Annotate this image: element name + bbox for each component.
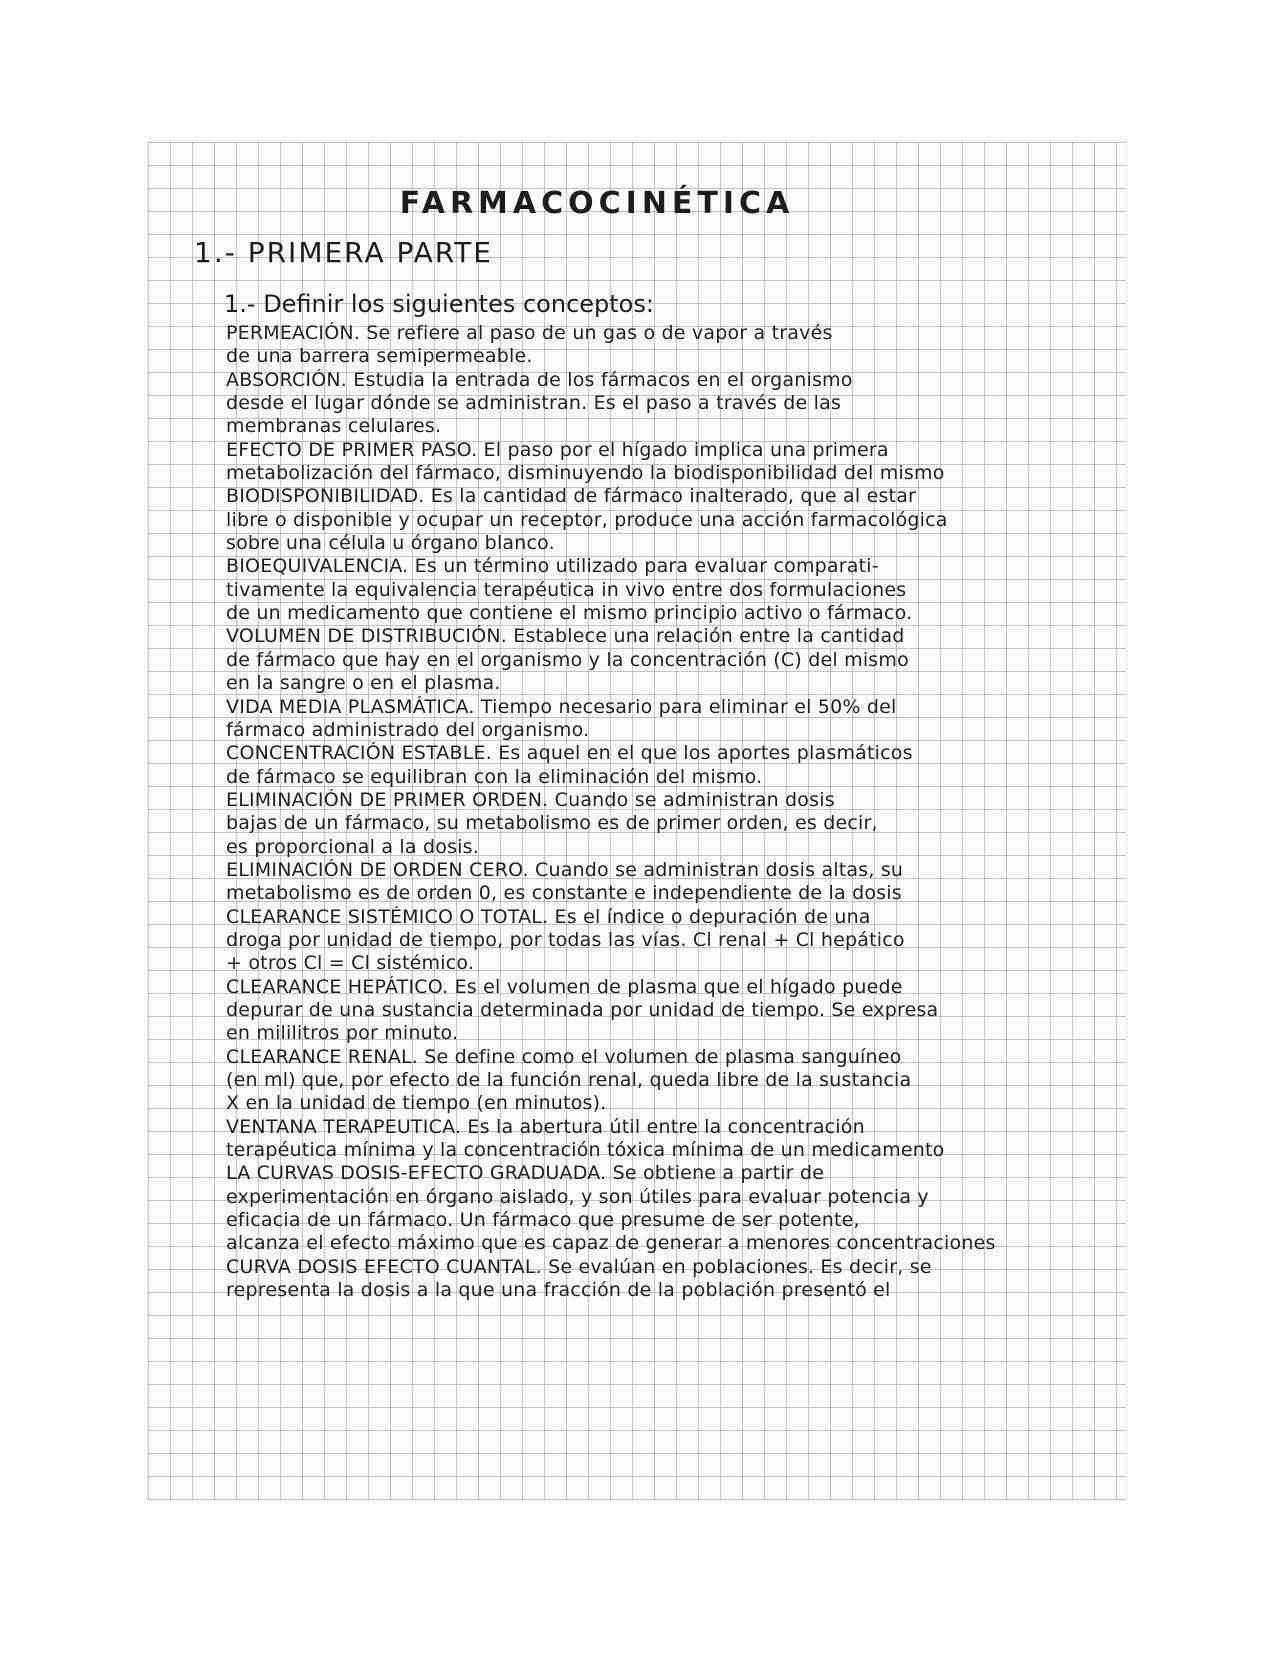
note-line: es proporcional a la dosis.	[226, 835, 479, 858]
notebook-page	[148, 142, 1126, 1500]
note-line: CURVA DOSIS EFECTO CUANTAL. Se evalúan en poblaciones. Es decir, se	[226, 1255, 932, 1278]
note-line: sobre una célula u órgano blanco.	[226, 532, 555, 555]
note-line: membranas celulares.	[226, 415, 442, 438]
note-line: droga por unidad de tiempo, por todas las vías. Cl renal + Cl hepático	[226, 928, 905, 951]
page-title: FARMACOCINÉTICA	[399, 186, 795, 221]
note-line: desde el lugar dónde se administran. Es el paso a través de las	[226, 392, 842, 415]
note-line: ELIMINACIÓN DE ORDEN CERO. Cuando se administran dosis altas, su	[226, 858, 904, 881]
note-line: terapéutica mínima y la concentración tóxica mínima de un medicamento	[226, 1139, 945, 1162]
note-line: CONCENTRACIÓN ESTABLE. Es aquel en el que los aportes plasmáticos	[226, 742, 913, 765]
note-line: EFECTO DE PRIMER PASO. El paso por el hígado implica una primera	[226, 438, 889, 461]
note-line: CLEARANCE RENAL. Se define como el volumen de plasma sanguíneo	[226, 1045, 902, 1068]
note-line: de un medicamento que contiene el mismo principio activo o fármaco.	[226, 602, 913, 625]
note-line: libre o disponible y ocupar un receptor, produce una acción farmacológica	[226, 508, 948, 531]
note-line: depurar de una sustancia determinada por unidad de tiempo. Se expresa	[226, 998, 939, 1021]
note-line: tivamente la equivalencia terapéutica in vivo entre dos formulaciones	[226, 578, 907, 601]
note-line: VIDA MEDIA PLASMÁTICA. Tiempo necesario para eliminar el 50% del	[226, 695, 897, 718]
concept-definitions	[226, 322, 1106, 1302]
note-line: de una barrera semipermeable.	[226, 345, 533, 368]
note-line: BIOEQUIVALENCIA. Es un término utilizado para evaluar comparati-	[226, 555, 879, 578]
note-line: experimentación en órgano aislado, y son útiles para evaluar potencia y	[226, 1185, 929, 1208]
note-line: PERMEACIÓN. Se refiere al paso de un gas o de vapor a través	[226, 322, 833, 344]
note-line: de fármaco que hay en el organismo y la concentración (C) del mismo	[226, 648, 909, 671]
note-line: CLEARANCE HEPÁTICO. Es el volumen de plasma que el hígado puede	[226, 975, 903, 998]
note-line: ABSORCIÓN. Estudia la entrada de los fármacos en el organismo	[226, 368, 853, 391]
note-line: ELIMINACIÓN DE PRIMER ORDEN. Cuando se administran dosis	[226, 788, 835, 811]
note-line: en mililitros por minuto.	[226, 1022, 459, 1045]
instruction-heading: 1.- Definir los siguientes conceptos:	[224, 290, 654, 318]
note-line: en la sangre o en el plasma.	[226, 672, 501, 695]
note-line: LA CURVAS DOSIS-EFECTO GRADUADA. Se obtiene a partir de	[226, 1162, 825, 1185]
note-line: alcanza el efecto máximo que es capaz de generar a menores concentraciones	[226, 1232, 996, 1255]
section-heading: 1.- PRIMERA PARTE	[194, 236, 494, 269]
note-line: eficacia de un fármaco. Un fármaco que presume de ser potente,	[226, 1209, 860, 1232]
note-line: BIODISPONIBILIDAD. Es la cantidad de fármaco inalterado, que al estar	[226, 485, 917, 508]
note-line: (en ml) que, por efecto de la función renal, queda libre de la sustancia	[226, 1069, 912, 1091]
note-line: + otros Cl = Cl sistémico.	[226, 952, 475, 975]
note-line: metabolismo es de orden 0, es constante e independiente de la dosis	[226, 882, 902, 905]
note-line: de fármaco se equilibran con la eliminación del mismo.	[226, 765, 763, 788]
note-line: representa la dosis a la que una fracción de la población presentó el	[226, 1279, 891, 1302]
note-line: bajas de un fármaco, su metabolismo es de primer orden, es decir,	[226, 812, 878, 835]
note-line: CLEARANCE SISTÉMICO O TOTAL. Es el índice o depuración de una	[226, 905, 871, 928]
note-line: fármaco administrado del organismo.	[226, 718, 590, 741]
note-line: VENTANA TERAPEUTICA. Es la abertura útil entre la concentración	[226, 1115, 865, 1138]
note-line: metabolización del fármaco, disminuyendo la biodisponibilidad del mismo	[226, 462, 945, 485]
note-line: VOLUMEN DE DISTRIBUCIÓN. Establece una relación entre la cantidad	[226, 625, 905, 648]
note-line: X en la unidad de tiempo (en minutos).	[226, 1092, 607, 1115]
